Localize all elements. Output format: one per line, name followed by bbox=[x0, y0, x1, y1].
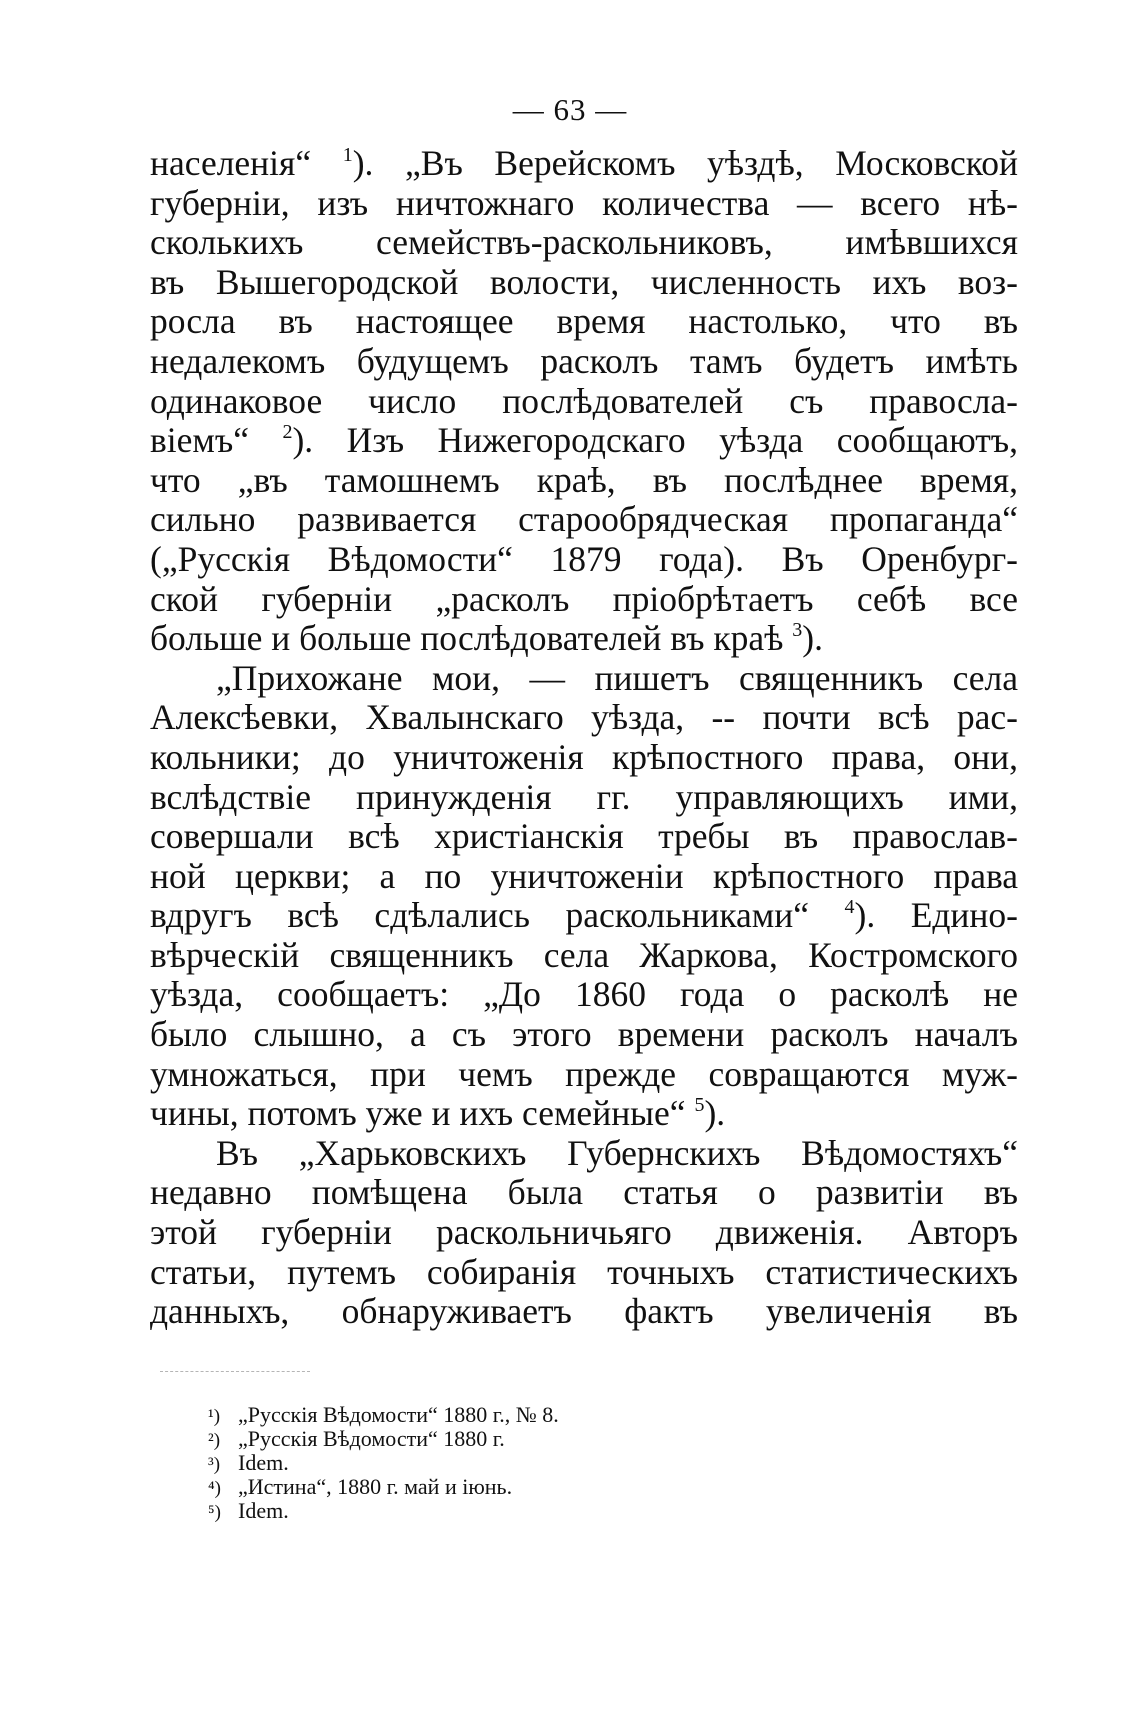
footnote-reference: 2 bbox=[282, 421, 293, 444]
body-text bbox=[150, 144, 1018, 1332]
text-segment: ). Едино- bbox=[854, 895, 1019, 936]
text-line: вѣрческій священникъ села Жаркова, Костромского bbox=[150, 934, 1018, 975]
text-line: („Русскія Вѣдомости“ 1879 года). Въ Оренбург- bbox=[150, 538, 1018, 579]
text-line bbox=[150, 421, 1018, 461]
text-line: росла въ настоящее время настолько, что въ bbox=[150, 301, 1018, 342]
text-segment: ). bbox=[704, 1093, 726, 1134]
footnote-marker: ⁵) bbox=[208, 1502, 221, 1523]
text-line: ской губерніи „расколъ пріобрѣтаетъ себѣ все bbox=[150, 578, 1018, 619]
text-line: сколькихъ семействъ-раскольниковъ, имѣвшихся bbox=[150, 222, 1018, 263]
footnote-reference: 1 bbox=[342, 144, 353, 166]
footnote-text: „Русскія Вѣдомости“ 1880 г. bbox=[238, 1426, 505, 1451]
text-line bbox=[150, 619, 1018, 659]
text-segment: ). Изъ Нижегородскаго уѣзда сообщаютъ, bbox=[292, 420, 1018, 461]
footnote bbox=[208, 1427, 908, 1451]
text-line bbox=[150, 896, 1018, 936]
text-line: недавно помѣщена была статья о развитіи въ bbox=[150, 1172, 1018, 1213]
text-line: умножаться, при чемъ прежде совращаются муж- bbox=[150, 1053, 1018, 1094]
text-line: кольники; до уничтоженія крѣпостного права, они, bbox=[150, 736, 1018, 777]
footnote-text: „Истина“, 1880 г. май и іюнь. bbox=[238, 1474, 513, 1499]
footnote-separator bbox=[160, 1371, 310, 1372]
text-segment: вдругъ всѣ сдѣлались раскольниками“ bbox=[150, 895, 845, 936]
text-line: статьи, путемъ собиранія точныхъ статистическихъ bbox=[150, 1251, 1018, 1292]
footnotes bbox=[208, 1403, 908, 1523]
text-line: Алексѣевки, Хвалынскаго уѣзда, -- почти всѣ рас- bbox=[150, 697, 1018, 738]
footnote-marker: ⁴) bbox=[208, 1478, 221, 1499]
text-line: что „въ тамошнемъ краѣ, въ послѣднее время, bbox=[150, 459, 1018, 500]
text-line: сильно развивается старообрядческая пропаганда“ bbox=[150, 499, 1018, 540]
footnote-text: „Русскія Вѣдомости“ 1880 г., № 8. bbox=[238, 1402, 559, 1427]
text-line: Въ „Харьковскихъ Губернскихъ Вѣдомостяхъ“ bbox=[216, 1132, 1018, 1173]
text-segment: ). bbox=[802, 618, 823, 659]
footnote bbox=[208, 1451, 908, 1475]
text-line: данныхъ, обнаруживаетъ фактъ увеличенія въ bbox=[150, 1291, 1018, 1332]
text-line: этой губерніи раскольничьяго движенія. Авторъ bbox=[150, 1212, 1018, 1253]
footnote-marker: ¹) bbox=[208, 1406, 221, 1427]
text-line: совершали всѣ христіанскія требы въ православ- bbox=[150, 816, 1018, 857]
text-line: ной церкви; а по уничтоженіи крѣпостного права bbox=[150, 855, 1018, 896]
text-line bbox=[150, 144, 1018, 184]
text-line: одинаковое число послѣдователей съ правосла- bbox=[150, 380, 1018, 421]
text-segment: больше и больше послѣдователей въ краѣ bbox=[150, 618, 793, 659]
footnote-reference: 3 bbox=[792, 619, 803, 642]
text-line: „Прихожане мои, — пишетъ священникъ села bbox=[216, 657, 1018, 698]
footnote bbox=[208, 1499, 908, 1523]
text-line: уѣзда, сообщаетъ: „До 1860 года о расколѣ не bbox=[150, 974, 1018, 1015]
footnote-reference: 5 bbox=[694, 1094, 705, 1117]
text-line bbox=[150, 1094, 1018, 1134]
page-number: — 63 — bbox=[512, 92, 628, 127]
text-segment: віемъ“ bbox=[150, 420, 283, 461]
text-segment: населенія“ bbox=[150, 143, 343, 183]
footnote-marker: ²) bbox=[208, 1430, 221, 1451]
footnote-marker: ³) bbox=[208, 1454, 221, 1475]
text-line: губерніи, изъ ничтожнаго количества — всего нѣ- bbox=[150, 182, 1018, 223]
text-line: было слышно, а съ этого времени расколъ началъ bbox=[150, 1014, 1018, 1055]
footnote bbox=[208, 1475, 908, 1499]
footnote-text: Idem. bbox=[238, 1450, 289, 1475]
footnote-text: Idem. bbox=[238, 1498, 289, 1523]
footnote-reference: 4 bbox=[844, 896, 855, 919]
text-line: недалекомъ будущемъ расколъ тамъ будетъ имѣть bbox=[150, 340, 1018, 381]
text-line: въ Вышегородской волости, численность ихъ воз- bbox=[150, 261, 1018, 302]
text-line: вслѣдствіе принужденія гг. управляющихъ ими, bbox=[150, 776, 1018, 817]
text-segment: ). „Въ Верейскомъ уѣздѣ, Московской bbox=[352, 143, 1018, 183]
footnote bbox=[208, 1403, 908, 1427]
text-segment: чины, потомъ уже и ихъ семейные“ bbox=[150, 1093, 695, 1134]
